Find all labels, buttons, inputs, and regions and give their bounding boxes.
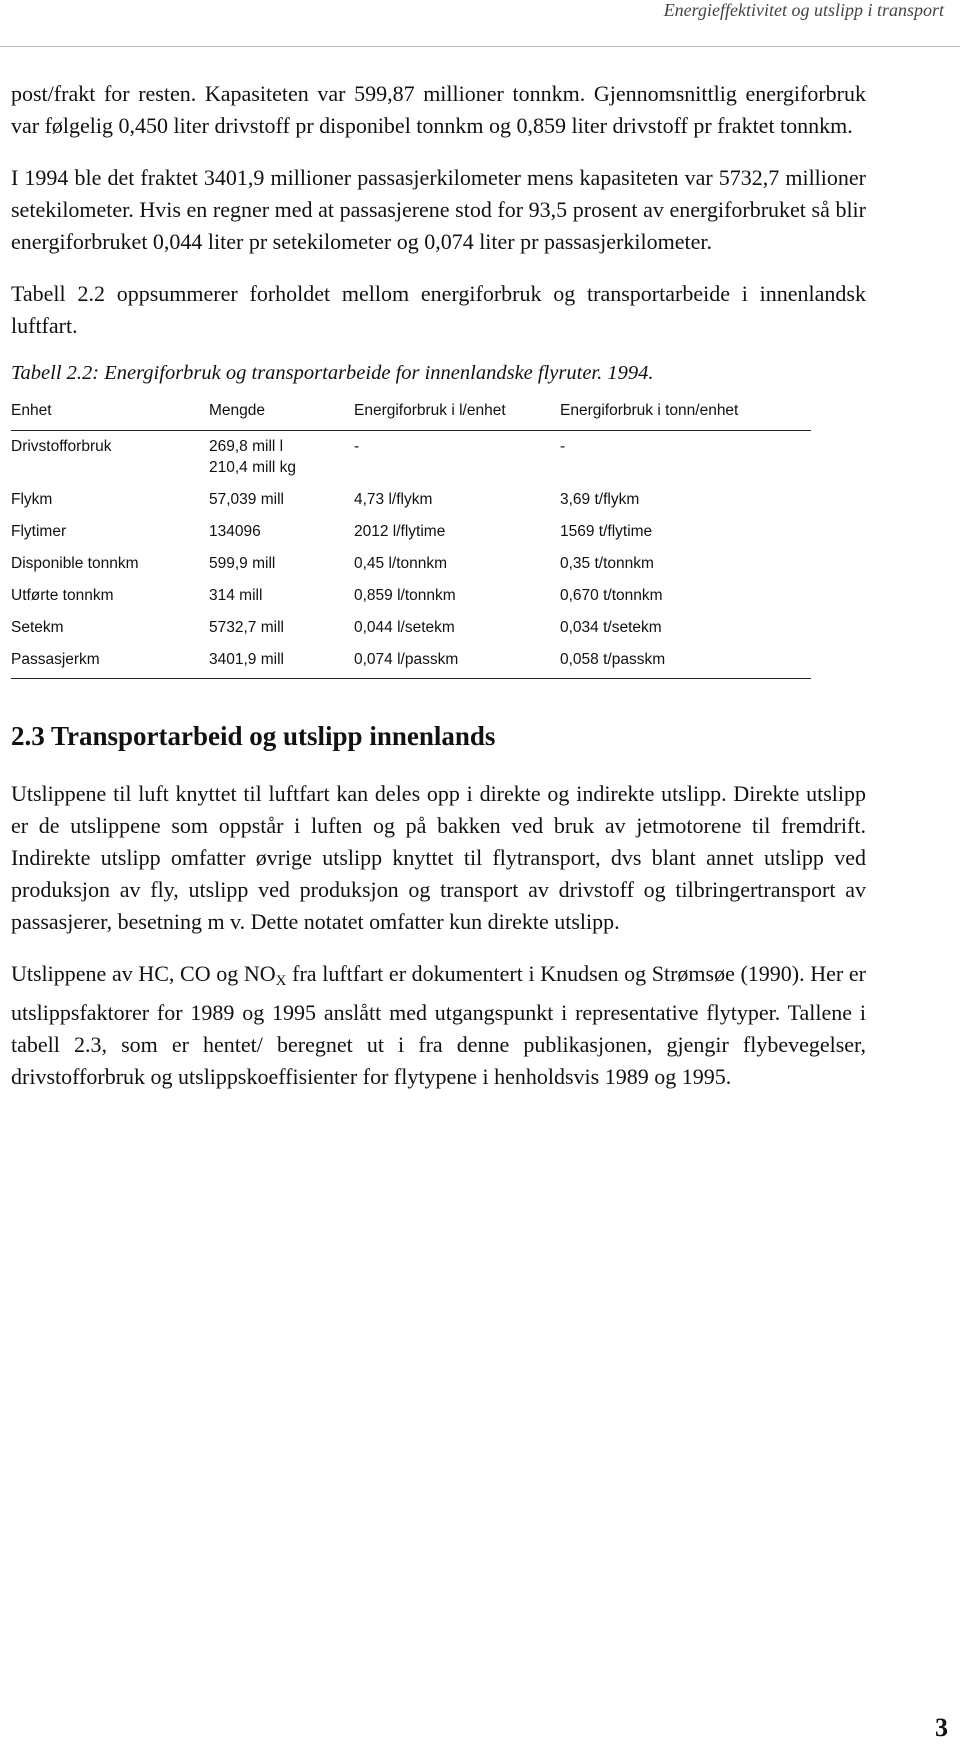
cell-enhet: Utførte tonnkm <box>11 587 114 604</box>
cell-l-enhet: 0,45 l/tonnkm <box>354 555 448 572</box>
cell-tonn-enhet: 0,35 t/tonnkm <box>560 555 654 572</box>
header-rule <box>0 46 960 47</box>
cell-l-enhet: 2012 l/flytime <box>354 523 446 540</box>
running-header: Energieffektivitet og utslipp i transport <box>663 0 944 20</box>
paragraph-5 <box>11 958 866 1093</box>
cell-enhet: Passasjerkm <box>11 644 209 679</box>
table-caption: Tabell 2.2: Energiforbruk og transportarbeide for innenlandske flyruter. 1994. <box>11 362 654 384</box>
table-row <box>11 580 811 612</box>
paragraph-5-start: Utslippene av HC, CO og NO <box>11 961 276 986</box>
cell-mengde-line2: 210,4 mill kg <box>209 459 297 476</box>
cell-enhet: Flytimer <box>11 523 67 540</box>
energy-table <box>11 394 811 679</box>
cell-l-enhet: 0,044 l/setekm <box>354 619 455 636</box>
nox-subscript: X <box>275 973 287 989</box>
table-row <box>11 548 811 580</box>
cell-mengde: 599,9 mill <box>209 555 276 572</box>
header-mengde: Mengde <box>209 394 354 431</box>
cell-tonn-enhet: - <box>560 438 566 455</box>
paragraph-2: I 1994 ble det fraktet 3401,9 millioner passasjerkilometer mens kapasiteten var 5732,7 millioner setekilometer. Hvis en regner med at passasjerene stod for 93,5 prosent av energiforbruket så blir energiforbruket 0,044 liter pr setekilometer og 0,074 liter pr passasjerkilometer. <box>11 165 866 254</box>
cell-l-enhet: 4,73 l/flykm <box>354 491 433 508</box>
cell-enhet: Setekm <box>11 619 64 636</box>
cell-l-enhet: 0,074 l/passkm <box>354 644 560 679</box>
cell-mengde <box>209 431 354 485</box>
cell-tonn-enhet: 1569 t/flytime <box>560 523 653 540</box>
header-enhet: Enhet <box>11 394 209 431</box>
table-row <box>11 431 811 485</box>
page-number: 3 <box>935 1713 948 1742</box>
cell-enhet: Disponible tonnkm <box>11 555 139 572</box>
cell-mengde: 134096 <box>209 523 261 540</box>
paragraph-4: Utslippene til luft knyttet til luftfart kan deles opp i direkte og indirekte utslipp. Direkte utslipp er de utslippene som oppstår i luften og på bakken ved bruk av jetmotorene til fremdrift. Indirekte utslipp omfatter øvrige utslipp knyttet til flytransport, dvs blant annet utslipp ved produksjon av fly, utslipp ved produksjon og transport av drivstoff og tilbringertransport av passasjerer, besetning m v. Dette notatet omfatter kun direkte utslipp. <box>11 781 866 934</box>
paragraph-5-rest: fra luftfart er dokumentert i Knudsen og Strømsøe (1990). Her er utslippsfaktorer for 1989 og 1995 anslått med utgangspunkt i representative flytyper. Tallene i tabell 2.3, som er hentet/ beregnet ut i fra denne publikasjonen, gjengir flybevegelser, drivstofforbruk og utslippskoeffisienter for flytypene i henholdsvis 1989 og 1995. <box>11 961 866 1089</box>
cell-enhet: Drivstofforbruk <box>11 438 112 455</box>
table-row <box>11 612 811 644</box>
table-row <box>11 644 811 679</box>
cell-mengde: 3401,9 mill <box>209 644 354 679</box>
cell-tonn-enhet: 3,69 t/flykm <box>560 491 640 508</box>
cell-enhet: Flykm <box>11 491 53 508</box>
cell-tonn-enhet: 0,670 t/tonnkm <box>560 587 663 604</box>
paragraph-3: Tabell 2.2 oppsummerer forholdet mellom energiforbruk og transportarbeide i innenlandsk luftfart. <box>11 281 866 338</box>
cell-tonn-enhet: 0,034 t/setekm <box>560 619 662 636</box>
section-heading: 2.3 Transportarbeid og utslipp innenlands <box>11 721 496 751</box>
paragraph-1: post/frakt for resten. Kapasiteten var 599,87 millioner tonnkm. Gjennomsnittlig energiforbruk var følgelig 0,450 liter drivstoff pr disponibel tonnkm og 0,859 liter drivstoff pr fraktet tonnkm. <box>11 81 866 138</box>
table-row <box>11 516 811 548</box>
cell-l-enhet: 0,859 l/tonnkm <box>354 587 456 604</box>
table-row <box>11 484 811 516</box>
cell-mengde: 5732,7 mill <box>209 619 284 636</box>
table-header-row <box>11 394 811 431</box>
cell-mengde-line1: 269,8 mill l <box>209 438 284 455</box>
cell-mengde: 314 mill <box>209 587 263 604</box>
cell-mengde: 57,039 mill <box>209 491 284 508</box>
page-content <box>11 78 866 1113</box>
cell-tonn-enhet: 0,058 t/passkm <box>560 644 811 679</box>
cell-l-enhet: - <box>354 438 360 455</box>
header-tonn-enhet: Energiforbruk i tonn/enhet <box>560 394 811 431</box>
header-l-enhet: Energiforbruk i l/enhet <box>354 394 560 431</box>
